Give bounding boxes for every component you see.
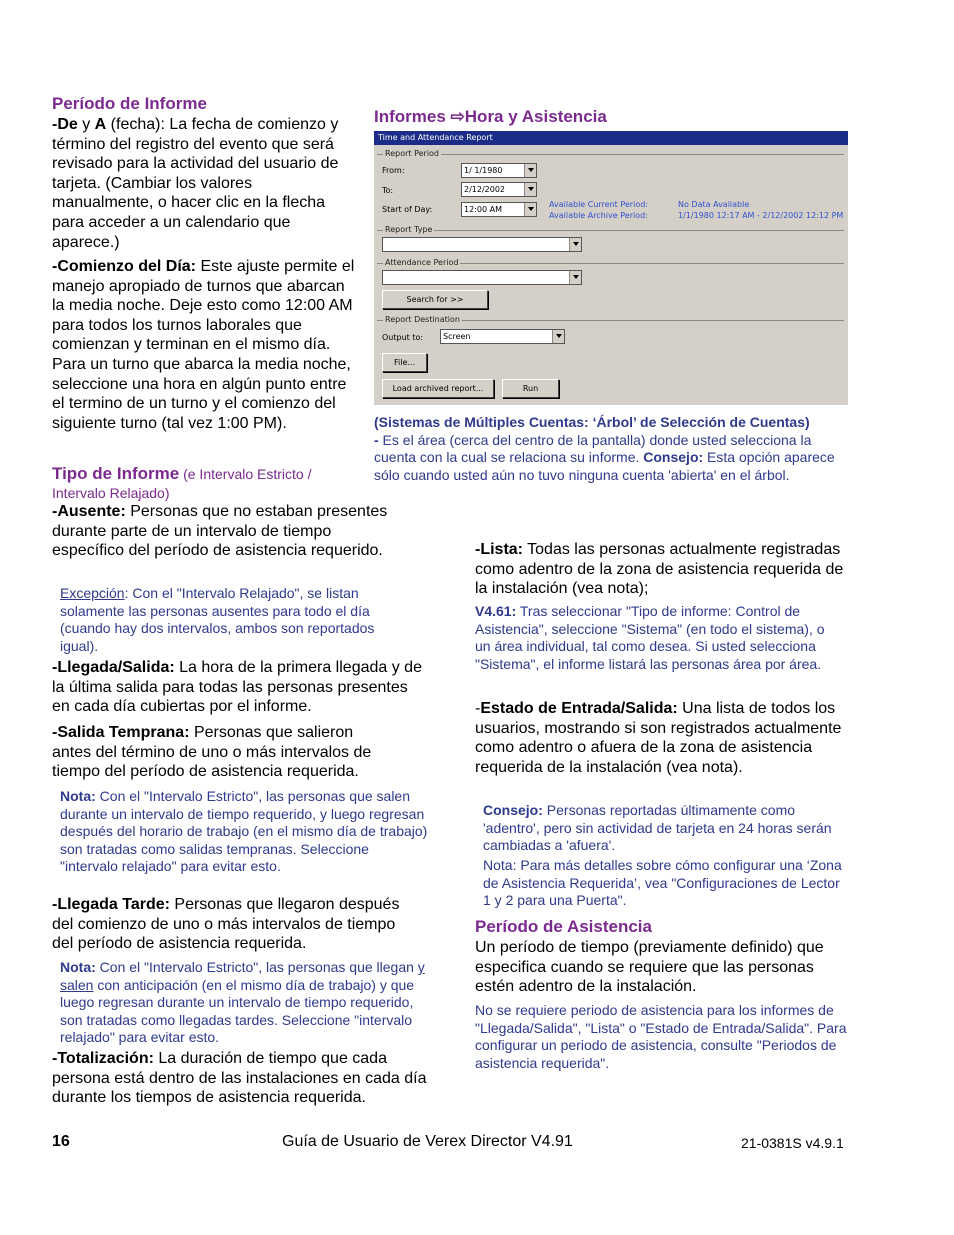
tipo-informe-heading-block	[52, 464, 352, 503]
llegada-salida-label: Llegada/Salida:	[57, 659, 175, 676]
totalizacion-text: La duración de tiempo que cada persona está dentro de las instalaciones en cada día durante los tiempos de asistencia requerida.	[52, 1050, 427, 1107]
attendance-period-group	[377, 258, 844, 267]
bullet-dash: -	[52, 1050, 58, 1067]
ausente-text: Personas que no estaban presentes durante parte de un intervalo de tiempo específico del período de asistencia requerido.	[52, 503, 388, 560]
bullet-dash: -	[52, 116, 58, 133]
file-button[interactable]: File...	[382, 353, 427, 372]
to-value: 2/12/2002	[464, 185, 506, 194]
informes-label: Informes	[374, 107, 446, 126]
bullet-dash: -	[475, 700, 481, 717]
spinner-icon[interactable]	[524, 203, 536, 216]
comienzo-paragraph	[52, 257, 357, 433]
y-text: y	[77, 116, 95, 133]
caption-text: Es el área (cerca del centro de la pantalla) donde usted selecciona la cuenta con la cual se relaciona su informe.	[374, 431, 812, 465]
lista-label: Lista:	[480, 541, 523, 558]
to-date-picker[interactable]	[461, 182, 537, 197]
output-to-label: Output to:	[382, 333, 424, 342]
chevron-down-icon[interactable]	[552, 330, 564, 343]
dialog-caption	[374, 414, 849, 484]
nota-underline: y salen	[60, 959, 425, 993]
consejo-label: Consejo:	[483, 802, 543, 818]
lista-paragraph	[475, 540, 847, 599]
caption-text-2: Esta opción aparece sólo cuando usted aún no tuvo ninguna cuenta 'abierta' en el árbol.	[374, 449, 835, 483]
report-type-label: Report Type	[385, 225, 433, 234]
v461-text: Tras seleccionar "Tipo de informe: Control de Asistencia", seleccione "Sistema" (en todo el sistema), o un área individual, tal como desea. Si usted selecciona "Sistema", el informe listará las personas área por área.	[475, 603, 825, 672]
load-archived-button[interactable]: Load archived report...	[382, 379, 494, 398]
attendance-period-select[interactable]	[382, 270, 582, 285]
output-select[interactable]	[440, 329, 565, 344]
search-button[interactable]: Search for >>	[382, 290, 488, 309]
nota-text: Con el "Intervalo Estricto", las personas que salen durante un intervalo de tiempo requerido, y luego regresan después del horario de trabajo (en el mismo día de trabajo) son tratadas como salidas tempranas. Seleccione "intervalo relajado" para evitar esto.	[60, 788, 428, 874]
time-attendance-dialog	[374, 131, 848, 405]
estado-text: Una lista de todos los usuarios, mostrando si son registrados actualmente como adentro o afuera de la zona de asistencia requerida de la instalación (vea nota).	[475, 700, 842, 776]
bullet-dash: -	[374, 431, 379, 448]
available-archive-label: Available Archive Period:	[549, 211, 648, 220]
chevron-down-icon[interactable]	[524, 183, 536, 196]
bullet-dash: -	[475, 541, 481, 558]
caption-consejo-label: Consejo:	[643, 449, 704, 465]
report-period-group	[377, 149, 844, 158]
excepcion-note	[60, 585, 410, 655]
ausente-label: Ausente:	[57, 503, 126, 520]
no-data-text: No Data Available	[678, 200, 750, 209]
llegada-salida-text: La hora de la primera llegada y de la última salida para todas las personas presentes en cada día cubiertas por el informe.	[52, 659, 422, 716]
lista-text: Todas las personas actualmente registradas como adentro de la zona de asistencia requerida de la instalación (vea nota);	[475, 541, 844, 598]
no-requiere-note: No se requiere periodo de asistencia para los informes de "Llegada/Salida", "Lista" o "Estado de Entrada/Salida". Para configurar un periodo de asistencia, consulte "Periodos de asistencia requerida".	[475, 1002, 847, 1071]
caption-heading: (Sistemas de Múltiples Cuentas: ‘Árbol’ de Selección de Cuentas)	[374, 414, 810, 430]
nota-salida-temprana	[60, 788, 430, 876]
from-value: 1/ 1/1980	[464, 166, 503, 175]
totalizacion-label: Totalización:	[57, 1050, 154, 1067]
v461-label: V4.61:	[475, 603, 517, 619]
comienzo-text: Este ajuste permite el manejo apropiado de turnos que abarcan la media noche. Deje esto como 12:00 AM para todos los turnos laborales que comienzan y terminan en el mismo día. Para un turno que abarca la media noche, seleccione una hora en algún punto entre el termino de un turno y el comienzo del siguiente turno (tal vez 1:00 PM).	[52, 258, 355, 432]
v461-note	[475, 603, 825, 673]
report-destination-group	[377, 315, 844, 324]
estado-paragraph	[475, 699, 847, 777]
arrow-right-icon: ⇨	[450, 107, 465, 126]
excepcion-label: Excepción	[60, 585, 125, 601]
bullet-dash: -	[52, 258, 58, 275]
de-a-paragraph	[52, 115, 357, 252]
nota-label: Nota:	[60, 959, 96, 975]
nota-text-a: Con el "Intervalo Estricto", las personas que llegan	[95, 959, 418, 975]
dialog-title: Time and Attendance Report	[374, 131, 848, 145]
tipo-informe-heading: Tipo de Informe	[52, 464, 180, 483]
chevron-down-icon[interactable]	[569, 238, 581, 251]
excepcion-text: : Con el "Intervalo Relajado", se listan solamente las personas ausentes para todo el día (cuando hay dos intervalos, ambos son reportados igual).	[60, 585, 375, 654]
report-type-group	[377, 225, 844, 234]
salida-temprana-paragraph	[52, 723, 392, 782]
informes-heading	[374, 107, 607, 127]
periodo-informe-heading: Período de Informe	[52, 94, 207, 113]
llegada-tarde-label: Llegada Tarde:	[57, 896, 170, 913]
start-of-day-spinner[interactable]	[461, 202, 537, 217]
start-of-day-value: 12:00 AM	[464, 205, 502, 214]
archive-range-text: 1/1/1980 12:17 AM - 2/12/2002 12:12 PM	[678, 211, 844, 220]
estado-label: Estado de Entrada/Salida:	[480, 700, 678, 717]
available-current-label: Available Current Period:	[549, 200, 648, 209]
consejo-text: Personas reportadas últimamente como 'adentro', pero sin actividad de tarjeta en 24 horas serán cambiadas a 'afuera'.	[483, 802, 832, 853]
report-destination-label: Report Destination	[385, 315, 460, 324]
llegada-tarde-text: Personas que llegaron después del comienzo de uno o más intervalos de tiempo del período de asistencia requerida.	[52, 896, 400, 953]
doc-code: 21-0381S v4.9.1	[741, 1135, 844, 1151]
footer-title: Guía de Usuario de Verex Director V4.91	[282, 1133, 573, 1150]
nota-label: Nota:	[60, 788, 96, 804]
consejo-note	[483, 802, 838, 855]
bullet-dash: -	[52, 896, 58, 913]
page-number: 16	[52, 1133, 70, 1150]
output-value: Screen	[443, 332, 471, 341]
from-label: From:	[382, 166, 405, 175]
comienzo-label: Comienzo del Día:	[57, 258, 197, 275]
nota-text-b: con anticipación (en el mismo día de trabajo) y que luego regresan durante un intervalo de tiempo requerido, son tratadas como llegadas tardes. Seleccione "intervalo relajado" para evitar esto.	[60, 976, 415, 1045]
bullet-dash: -	[52, 503, 58, 520]
run-button[interactable]: Run	[502, 379, 559, 398]
de-a-text: (fecha): La fecha de comienzo y término del registro del evento que será revisado para la actividad del usuario de tarjeta. (Cambiar los valores manualmente, o hacer clic en la flecha para acceder a un calendario que aparece.)	[52, 116, 339, 251]
report-period-label: Report Period	[385, 149, 440, 158]
periodo-asistencia-heading: Período de Asistencia	[475, 917, 652, 936]
chevron-down-icon[interactable]	[569, 271, 581, 284]
salida-temprana-label: Salida Temprana:	[57, 724, 190, 741]
llegada-salida-paragraph	[52, 658, 424, 717]
to-label: To:	[382, 186, 394, 195]
salida-temprana-text: Personas que salieron antes del término de uno o más intervalos de tiempo del período de asistencia requerida.	[52, 724, 372, 781]
attendance-period-label: Attendance Period	[385, 258, 459, 267]
hora-asistencia-label: Hora y Asistencia	[464, 107, 607, 126]
report-type-select[interactable]	[382, 237, 582, 252]
from-date-picker[interactable]	[461, 163, 537, 178]
start-of-day-label: Start of Day:	[382, 205, 433, 214]
periodo-asistencia-paragraph: Un período de tiempo (previamente definido) que especifica cuando se requiere que las personas estén adentro de la instalación.	[475, 939, 824, 996]
totalizacion-paragraph	[52, 1049, 427, 1108]
llegada-tarde-paragraph	[52, 895, 417, 954]
nota-llegada-tarde	[60, 959, 425, 1047]
a-label: A	[94, 116, 107, 133]
de-label: De	[57, 116, 78, 133]
ausente-paragraph	[52, 502, 407, 561]
bullet-dash: -	[52, 659, 58, 676]
bullet-dash: -	[52, 724, 58, 741]
tipo-informe-subheading: (e Intervalo Estricto / Intervalo Relajado)	[52, 466, 312, 501]
nota-zona-asistencia: Nota: Para más detalles sobre cómo configurar una ‘Zona de Asistencia Requerida’, vea "Configuraciones de Lector 1 y 2 para una Puerta".	[483, 857, 842, 908]
chevron-down-icon[interactable]	[524, 164, 536, 177]
